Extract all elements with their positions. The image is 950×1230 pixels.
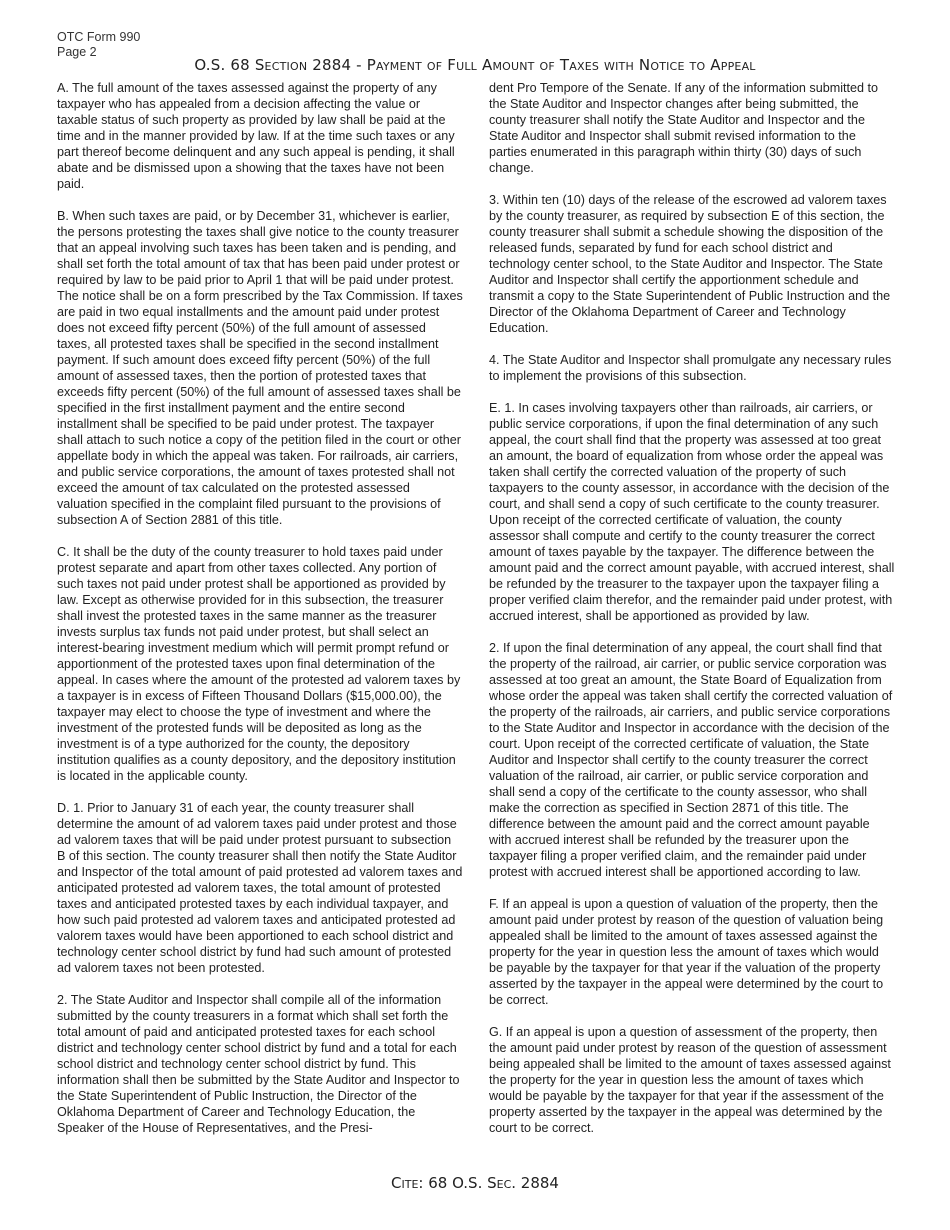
paragraph-d4: 4. The State Auditor and Inspector shall promulgate any necessary rules to implement the provisions of this subsection. <box>489 353 892 383</box>
paragraph-a: A. The full amount of the taxes assessed against the property of any taxpayer who has appealed from a decision affecting the value or taxable status of such property as provided by law shall be paid at the time and in the manner provided by law. If at the time such taxes or any part thereof become delinquent and any such appeal is pending, it shall abate and be dismissed upon a showing that the taxes have not been paid. <box>57 81 455 191</box>
paragraph-e1: E. 1. In cases involving taxpayers other than railroads, air carriers, or public service corporations, if upon the final determination of any such appeal, the court shall find that the property was assessed at too great an amount, the board of equalization from whose order the appeal was taken shall certify the corrected valuation of the property of such taxpayers to the county assessor, in accordance with the decision of the court, and shall send a copy of such certificate to the county treasurer. Upon receipt of the corrected certificate of valuation, the county assessor shall compute and certify to the county treasurer the correct amount of taxes payable by the taxpayer. The difference between the amount paid and the correct amount payable, with accrued interest, shall be refunded by the treasurer to the taxpayer upon the taxpayer filing a proper verified claim therefor, and the remainder paid under protest, with accrued interest, shall be apportioned as provided by law. <box>489 401 895 623</box>
paragraph-f: F. If an appeal is upon a question of valuation of the property, then the amount paid under protest by reason of the question of valuation being appealed shall be limited to the amount of taxes assessed against the property for the year in question less the amount of taxes which would be payable by the taxpayer for that year if the valuation of the property asserted by the taxpayer in the appeal were determined by the court to be correct. <box>489 897 884 1007</box>
paragraph-d2-continued: dent Pro Tempore of the Senate. If any of the information submitted to the State Auditor and Inspector changes after being submitted, the county treasurer shall notify the State Auditor and Inspector and the State Auditor and Inspector shall submit revised information to the parties enumerated in this paragraph within thirty (30) days of such change. <box>489 81 879 175</box>
paragraph-c: C. It shall be the duty of the county treasurer to hold taxes paid under protest separate and apart from other taxes collected. Any portion of such taxes not paid under protest shall be apportioned as provided by law. Except as otherwise provided for in this subsection, the treasurer shall invest the protested taxes in the same manner as the treasurer invests surplus tax funds not paid under protest, but shall select an interest-bearing investment medium which will permit prompt refund or apportionment of the protested taxes upon final determination of the appeal. In cases where the amount of the protested ad valorem taxes by a taxpayer is in excess of Fifteen Thousand Dollars ($15,000.00), the taxpayer may elect to choose the type of investment and where the investment of the protested funds will be deposited as long as the investment is of a type authorized for the county, the depository institution qualifies as a county depository, and the depository institution is located in the applicable county. <box>57 545 461 783</box>
paragraph-d2: 2. The State Auditor and Inspector shall compile all of the information submitted by the county treasurers in a format which shall set forth the total amount of paid and anticipated protested taxes for each school district and technology center school district by fund and a total for each school district and technology center school district by fund. This information shall then be submitted by the State Auditor and Inspector to the State Superintendent of Public Instruction, the Director of the Oklahoma Department of Career and Technology Education, the Speaker of the House of Representatives, and the Presi- <box>57 993 460 1135</box>
page-number: Page 2 <box>57 45 97 59</box>
paragraph-d1: D. 1. Prior to January 31 of each year, the county treasurer shall determine the amount of ad valorem taxes paid under protest and those ad valorem taxes that will be paid under protest pursuant to subsection B of this section. The county treasurer shall then notify the State Auditor and Inspector of the total amount of paid protested ad valorem taxes and anticipated protested ad valorem taxes, the total amount of protested taxes and anticipated protested taxes by each individual taxpayer, and how such paid protested ad valorem taxes and anticipated protested ad valorem taxes would have been apportioned to each school district and technology center school district by fund had such amount of protested ad valorem taxes not been protested. <box>57 801 463 975</box>
left-column <box>57 80 463 1152</box>
form-name: OTC Form 990 <box>57 30 141 44</box>
page-title: O.S. 68 Section 2884 - Payment of Full Amount of Taxes with Notice to Appeal <box>194 56 756 74</box>
citation-footer: Cite: 68 O.S. Sec. 2884 <box>391 1174 559 1192</box>
right-column <box>489 80 895 1152</box>
paragraph-b: B. When such taxes are paid, or by December 31, whichever is earlier, the persons protesting the taxes shall give notice to the county treasurer that an appeal involving such taxes has been taken and is pending, and shall set forth the total amount of tax that has been paid under protest or required by law to be paid prior to April 1 that will be paid under protest. The notice shall be on a form prescribed by the Tax Commission. If taxes are paid in two equal installments and the amount paid under protest does not exceed fifty percent (50%) of the full amount of assessed taxes, all protested taxes shall be specified in the second installment payment. If such amount does exceed fifty percent (50%) of the full amount of assessed taxes, then the portion of protested taxes that exceeds fifty percent (50%) of the full amount of assessed taxes shall be specified in the first installment payment and the entire second installment shall be specified to be paid under protest. The taxpayer shall attach to such notice a copy of the petition filed in the court or other appellate body in which the appeal was taken. For railroads, air carriers, and public service corporations, the amount of taxes protested shall not exceed the amount of tax calculated on the protested assessed valuation specified in the complaint filed pursuant to the provisions of subsection A of Section 2881 of this title. <box>57 209 463 527</box>
paragraph-d3: 3. Within ten (10) days of the release of the escrowed ad valorem taxes by the county treasurer, as required by subsection E of this section, the county treasurer shall submit a schedule showing the disposition of the released funds, separated by fund for each school district and technology center school, to the State Auditor and Inspector. The State Auditor and Inspector shall certify the apportionment schedule and transmit a copy to the State Superintendent of Public Instruction and the Director of the Oklahoma Department of Career and Technology Education. <box>489 193 891 335</box>
paragraph-e2: 2. If upon the final determination of any appeal, the court shall find that the property of the railroad, air carrier, or public service corporation was assessed at too great an amount, the State Board of Equalization from whose order the appeal was taken shall certify the corrected valuation of the property of the railroads, air carriers, and public service corporations to the State Auditor and Inspector in accordance with the decision of the court. Upon receipt of the corrected certificate of valuation, the State Auditor and Inspector shall certify to the county treasurer the correct valuation of the railroad, air carrier, or public service corporation and shall send a copy of the certificate to the county assessor, who shall make the correction as specified in Section 2871 of this title. The difference between the amount paid and the correct amount payable with accrued interest shall be refunded by the treasurer upon the taxpayer filing a proper verified claim, and the remainder paid under protest with accrued interest shall be apportioned according to law. <box>489 641 893 879</box>
paragraph-g: G. If an appeal is upon a question of assessment of the property, then the amount paid under protest by reason of the question of assessment being appealed shall be limited to the amount of taxes assessed against the property for the year in question less the amount of taxes which would be payable by the taxpayer for that year if the assessment of the property asserted by the taxpayer in the appeal was determined by the court to be correct. <box>489 1025 891 1135</box>
